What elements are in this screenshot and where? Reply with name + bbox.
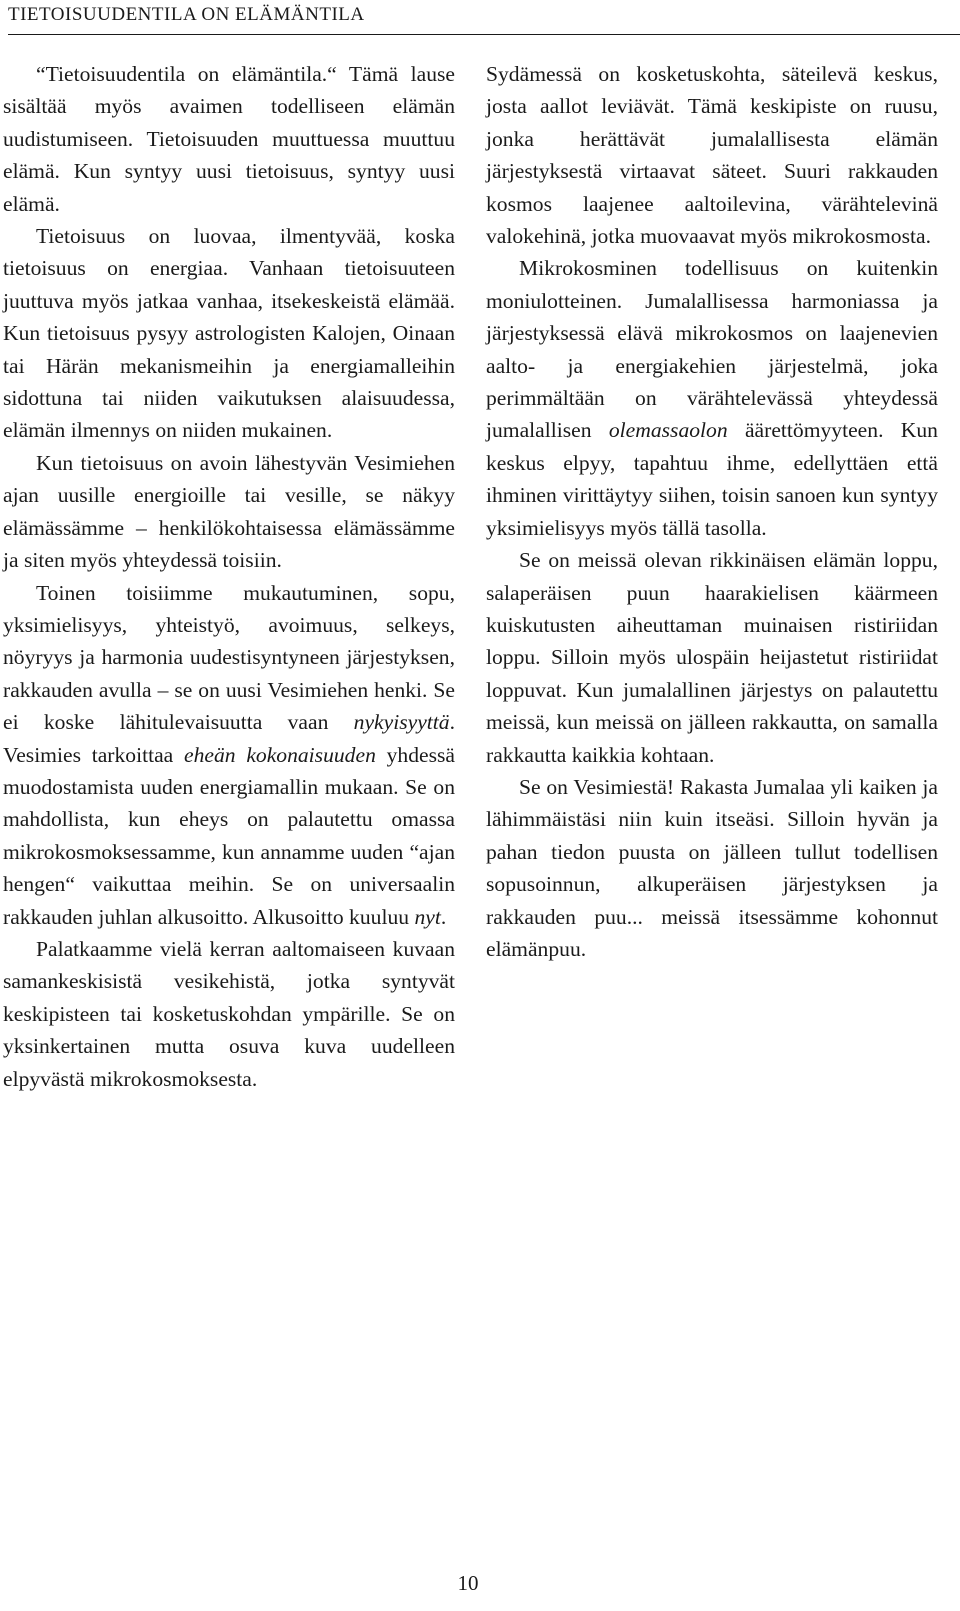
- paragraph: [486, 544, 938, 771]
- emphasis: eheän kokonaisuuden: [184, 742, 376, 767]
- header-rule: [8, 34, 960, 35]
- paragraph-text: Sydämessä on kosketuskohta, säteilevä keskus, josta aallot leviävät. Tämä keskipiste on ruusu, jonka herättävät jumalallisesta elämän järjestyksestä virtaavat säteet. Suuri rakkauden kosmos laajenee aaltoilevina, värähtelevinä valokehinä, jotka muovaavat myös mikrokosmosta.: [486, 62, 938, 249]
- paragraph-text: Palatkaamme vielä kerran aaltomaiseen kuvaan samankeskisistä vesikehistä, jotka syntyvät keskipisteen tai kosketuskohdan ympärille. Se on yksinkertainen mutta osuva kuva uudelleen elpyvästä mikrokosmoksesta.: [3, 936, 455, 1091]
- paragraph-text: Se on meissä olevan rikkinäisen elämän loppu, salaperäisen puun haarakielisen käärmeen kuiskutusten aiheuttaman muinaisen ristiriidan loppu. Silloin myös ulospäin heijastetut ristiriidat loppuvat. Kun jumalallinen järjestys on palautettu meissä, kun meissä on jälleen rakkautta, on samalla rakkautta kaikkia kohtaan.: [486, 548, 938, 767]
- paragraph-text: . Vesimies tarkoittaa: [3, 710, 455, 767]
- page-number: 10: [457, 1571, 479, 1595]
- emphasis: nyt: [414, 904, 441, 929]
- emphasis: olemassaolon: [608, 418, 728, 443]
- left-column: [3, 58, 455, 1095]
- paragraph: [486, 771, 938, 965]
- paragraph-text: Kun tietoisuus on avoin lähestyvän Vesimiehen ajan uusille energioille tai vesille, se näkyy elämässämme – henkilökohtaisessa elämässämme ja siten myös yhteydessä toisiin.: [3, 450, 455, 573]
- paragraph-text: Se on Vesimiestä! Rakasta Jumalaa yli kaiken ja lähimmäistäsi niin kuin itseäsi. Silloin hyvän ja pahan tiedon puusta on jälleen tullut todellisen sopusoinnun, alkuperäisen järjestyksen ja rakkauden puu... meissä itsessämme kohonnut elämänpuu.: [486, 774, 938, 961]
- running-title: TIETOISUUDENTILA ON ELÄMÄNTILA: [8, 4, 365, 25]
- paragraph-text: “Tietoisuudentila on elämäntila.“ Tämä lause sisältää myös avaimen todelliseen elämän uudistumiseen. Tietoisuuden muuttuessa muuttuu elämä. Kun syntyy uusi tietoisuus, syntyy uusi elämä.: [3, 62, 455, 216]
- paragraph: [3, 220, 455, 447]
- paragraph: [3, 577, 455, 933]
- paragraph: [3, 447, 455, 577]
- paragraph: [3, 58, 455, 220]
- paragraph-text: Tietoisuus on luovaa, ilmentyvää, koska tietoisuus on energiaa. Vanhaan tietoisuuteen juuttuva myös jatkaa vanhaa, itsekeskeistä elämää. Kun tietoisuus pysyy astrologisten Kalojen, Oinaan tai Härän mekanismeihin ja energiamalleihin sidottuna tai niiden vaikutuksen alaisuudessa, elämän ilmennys on niiden mukainen.: [3, 224, 455, 443]
- emphasis: nykyisyyttä: [353, 710, 450, 735]
- paragraph-text: äärettömyyteen. Kun keskus elpyy, tapahtuu ihme, edellyttäen että ihminen virittäytyy siihen, toisin sanoen kun syntyy yksimielisyys myös tällä tasolla.: [486, 418, 938, 540]
- paragraph: [486, 58, 938, 252]
- paragraph: [3, 933, 455, 1095]
- paragraph-text: Toinen toisiimme mukautuminen, sopu, yksimielisyys, yhteistyö, avoimuus, selkeys, nöyryys ja harmonia uudestisyntyneen järjestyksen, rakkauden avulla – se on uusi Vesimiehen henki. Se ei koske lähitulevaisuutta vaan: [3, 580, 455, 735]
- paragraph: [486, 252, 938, 544]
- paragraph-text: yhdessä muodostamista uuden energiamallin mukaan. Se on mahdollista, kun eheys on palautettu omassa mikrokosmoksessamme, kun annamme uuden “ajan hengen“ vaikuttaa meihin. Se on universaalin rakkauden juhlan alkusoitto. Alkusoitto kuuluu: [3, 742, 455, 929]
- right-column: [486, 58, 938, 965]
- paragraph-text: Mikrokosminen todellisuus on kuitenkin moniulotteinen. Jumalallisessa harmoniassa ja järjestyksessä elävä mikrokosmos on laajenevien aalto- ja energiakehien järjestelmä, joka perimmältään on värähtelevässä yhteydessä jumalallisen: [486, 256, 938, 443]
- paragraph-text: .: [440, 904, 447, 929]
